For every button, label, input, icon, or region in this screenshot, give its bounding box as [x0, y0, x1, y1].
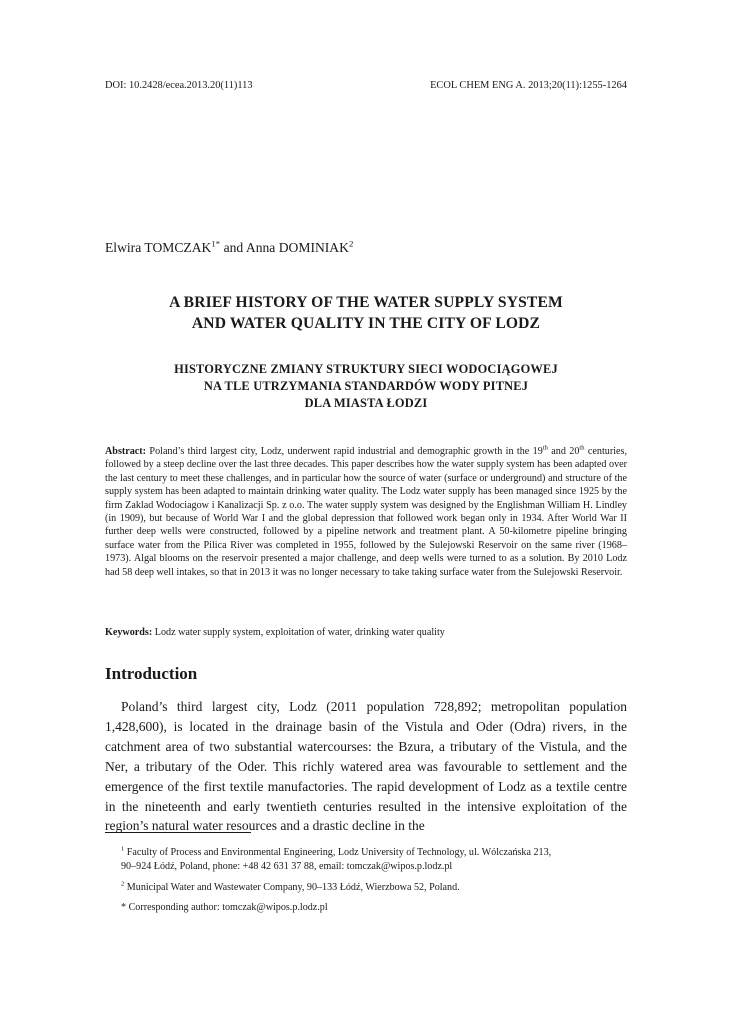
footnote-separator [105, 832, 251, 833]
abstract [105, 445, 627, 579]
paper-subtitle-polish [105, 361, 627, 412]
footnote-2-text: Municipal Water and Wastewater Company, 90–133 Łódź, Wierzbowa 52, Poland. [124, 881, 460, 893]
author-1-name: Elwira TOMCZAK [105, 240, 212, 255]
abstract-text-3: centuries, followed by a steep decline over the last three decades. This paper describes how the water supply system has been adapted over the last century to meet these challenges, and in particular how the source of water (surface or underground) and structure of the supply system has been adapted to maintain drinking water quality. The Lodz water supply has been managed since 1925 by the firm Zaklad Wodociagow i Kanalizacji Sp. z o.o. The water supply system was designed by the Englishman William H. Lindley (in 1909), but because of World War I and the global depression that followed work began only in 1934. After World War II further deep wells were constructed, followed by a pipeline network and treatment plant. A 50-kilometre pipeline bringing surface water from the Pilica River was completed in 1955, followed by the Sulejowski Reservoir on the same river (1968–1973). Algal blooms on the reservoir presented a major challenge, and deep wells were turned to as a solution. By 2010 Lodz had 58 deep well intakes, so that in 2013 it was no longer necessary to take taking surface water from the Sulejowski Reservoir. [105, 446, 627, 578]
title-line-1: A BRIEF HISTORY OF THE WATER SUPPLY SYSTEM [169, 294, 563, 311]
abstract-sup-1: th [542, 444, 548, 452]
abstract-label: Abstract: [105, 446, 147, 457]
subtitle-line-2: NA TLE UTRZYMANIA STANDARDÓW WODY PITNEJ [203, 379, 529, 393]
footnotes [105, 846, 627, 922]
author-line [105, 240, 353, 256]
footnote-2-mark: 2 [121, 880, 125, 888]
footnote-1-line-2: 90–924 Łódź, Poland, phone: +48 42 631 37 88, email: tomczak@wipos.p.lodz.pl [121, 861, 453, 873]
abstract-text-2: and 20 [547, 446, 580, 457]
running-header [105, 80, 627, 91]
author-1-affiliation-mark: 1* [211, 238, 221, 249]
footnote-2 [105, 881, 627, 895]
footnote-1-line-1 [121, 847, 551, 858]
title-line-2: AND WATER QUALITY IN THE CITY OF LODZ [191, 315, 541, 332]
keywords [105, 626, 627, 639]
abstract-text-1: Poland’s third largest city, Lodz, underwent rapid industrial and demographic growth in the 19 [146, 446, 543, 457]
footnote-corresponding: * Corresponding author: tomczak@wipos.p.lodz.pl [121, 902, 328, 914]
subtitle-line-1: HISTORYCZNE ZMIANY STRUKTURY SIECI WODOCIĄGOWEJ [174, 362, 558, 376]
section-heading-introduction: Introduction [105, 664, 198, 683]
author-2-name: Anna DOMINIAK [245, 240, 349, 255]
footnote-1-mark: 1 [121, 845, 125, 853]
author-conjunction: and [220, 240, 246, 255]
introduction-paragraph: Poland’s third largest city, Lodz (2011 population 728,892; metropolitan population 1,428,600), is located in the drainage basin of the Vistula and Oder (Odra) rivers, in the catchment area of two substantial watercourses: the Bzura, a tributary of the Vistula, and the Ner, a tributary of the Oder. This richly watered area was favourable to settlement and the emergence of the first textile manufactories. The rapid development of Lodz as a textile centre in the nineteenth and early twentieth centuries resulted in the intensive exploitation of the region’s natural water resources and a drastic decline in the [105, 699, 627, 834]
footnote-1 [105, 846, 627, 875]
doi-text: DOI: 10.2428/ecea.2013.20(11)113 [105, 80, 253, 91]
footnote-1-text: Faculty of Process and Environmental Engineering, Lodz University of Technology, ul. Wólczańska 213, [124, 847, 552, 858]
journal-citation: ECOL CHEM ENG A. 2013;20(11):1255-1264 [430, 80, 627, 91]
keywords-text: Lodz water supply system, exploitation of water, drinking water quality [152, 627, 445, 638]
author-2-affiliation-mark: 2 [348, 238, 354, 249]
subtitle-line-3: DLA MIASTA ŁODZI [304, 396, 428, 410]
abstract-sup-2: th [579, 444, 585, 452]
keywords-label: Keywords: [105, 627, 153, 638]
paper-title [105, 292, 627, 334]
